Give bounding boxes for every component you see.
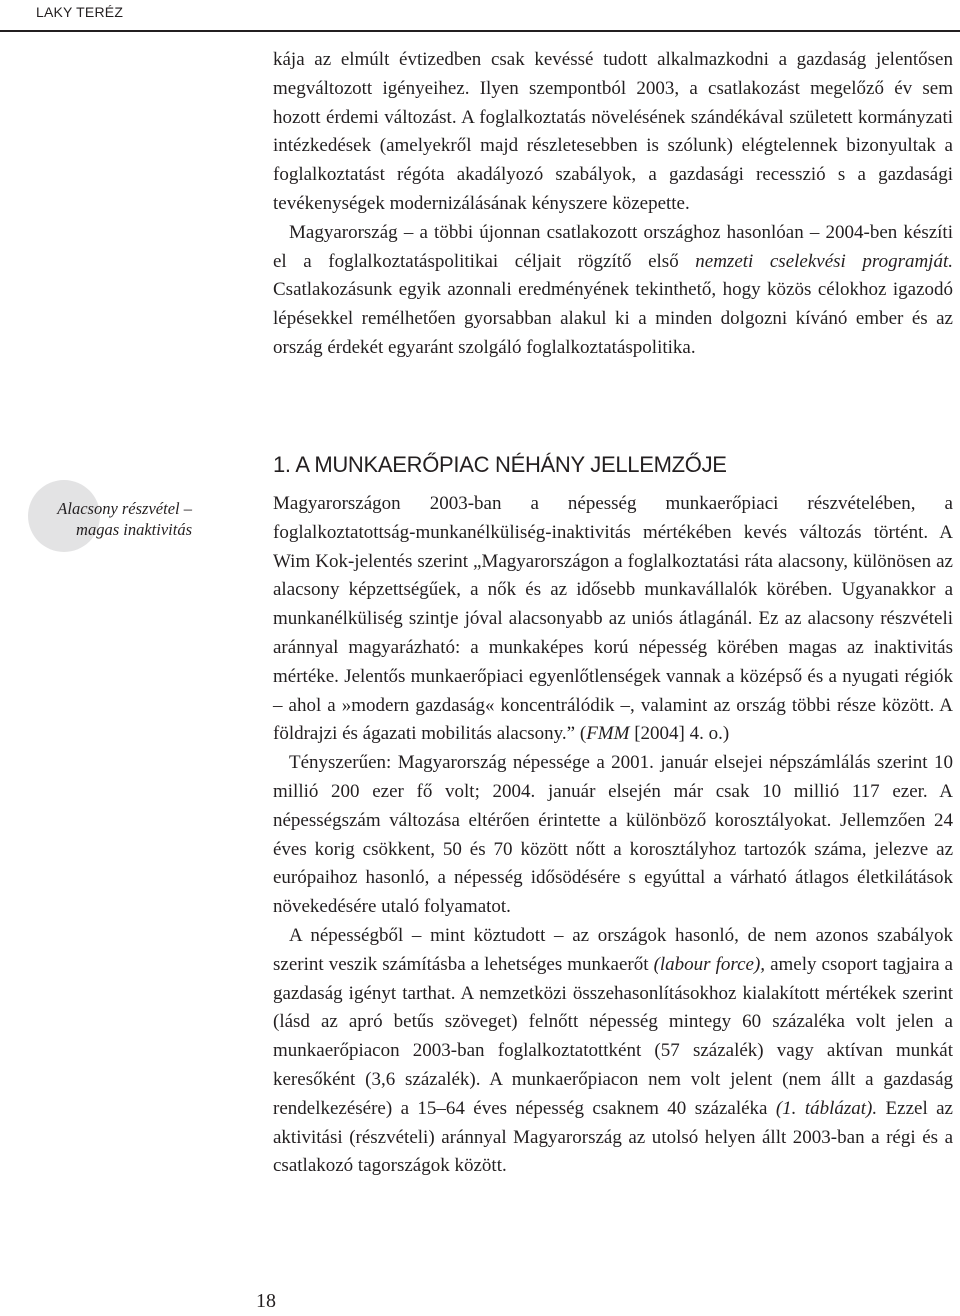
margin-note-text <box>14 498 192 540</box>
paragraph-body-1-part-a: Magyarországon 2003-ban a népesség munkaerőpiaci részvételében, a foglalkoztatottság-munkanélküliség-inaktivitás mértékében kevés változás történt. A Wim Kok-jelentés szerint „Magyarországon a foglalkoztatási ráta alacsony, különösen az alacsony képzettségűek, a nők és az idősebb munkavállalók körében. Ugyanakkor a munkanélküliség szintje jóval alacsonyabb az uniós átlagánál. Ez az alacsony részvételi aránnyal magyarázható: a munkaképes korú népesség körében magas az inaktivitás mértéke. Jelentős munkaerőpiaci egyenlőtlenségek vannak a középső és a nyugati régiók – ahol a »modern gazdaság« koncentrálódik –, valamint az ország többi része között. A földrajzi és ágazati mobilitás alacsony.” ( <box>273 493 953 745</box>
body-column <box>273 490 953 1181</box>
paragraph-body-3-table-ref: (1. táblázat). <box>775 1097 878 1119</box>
margin-note-line-2: magas inaktivitás <box>76 520 192 539</box>
paragraph-body-1 <box>273 490 953 749</box>
paragraph-body-2: Tényszerűen: Magyarország népessége a 2001. január elsejei népszámlálás szerint 10 millió 200 ezer fő volt; 2004. január elsején már csak 10 millió 117 ezer. A népességszám változása eltérően érintette a különböző korosztályokat. Jellemzően 24 éves korig csökkent, 50 és 70 között nőtt a korosztályhoz tartozók száma, jelezve az európaihoz hasonló, a népesség idősödésére s egyúttal a várható átlagos életkilátások növekedésére utaló folyamatot. <box>273 752 953 918</box>
paragraph-intro-1: kája az elmúlt évtizedben csak kevéssé tudott alkalmazkodni a gazdaság jelentősen megváltozott igényeihez. Ilyen szempontból 2003, a csatlakozást megelőző év sem hozott érdemi változást. A foglalkoztatás növelésének szándékával született kormányzati intézkedések (amelyekről majd részletesebben is szólunk) elégtelennek bizonyultak a foglalkoztatást régóta akadályozó szabályok, a gazdasági recesszió s a gazdasági tevékenységek modernizálásának kényszere közepette. <box>273 49 953 214</box>
paragraph-intro-2 <box>273 219 953 363</box>
page-number: 18 <box>256 1290 276 1312</box>
running-header: LAKY TERÉZ <box>36 4 124 20</box>
section-heading: 1. A MUNKAERŐPIAC NÉHÁNY JELLEMZŐJE <box>273 452 727 477</box>
paragraph-body-3-part-a: A népességből – mint köztudott – az országok hasonló, de nem azonos szabályok szerint veszik számításba a lehetséges munkaerőt <box>273 924 953 975</box>
paragraph-body-3-part-b: amely csoport tagjaira a gazdaság igényt tarthat. A nemzetközi összehasonlításokhoz kialakított mértékek szerint (lásd az apró betűs szöveget) felnőtt népesség mintegy 60 százaléka volt jelen a munkaerőpiacon 2003-ban foglalkoztatottként (57 százalék) vagy aktívan munkát keresőként (3,6 százalék). A munkaerőpiacon nem volt jelent (nem állt a gazdaság rendelkezésére) a 15–64 éves népesség csaknem 40 százaléka <box>273 953 953 1119</box>
margin-note-line-1: Alacsony részvétel – <box>57 499 192 518</box>
paragraph-body-3-part-c: Ezzel az aktivitási (részvételi) aránnyal Magyarország az utolsó helyen állt 2003-ban a régi és a csatlakozó tagországok között. <box>273 1097 953 1177</box>
paragraph-intro-2-part-a: Magyarország – a többi újonnan csatlakozott országhoz hasonlóan – 2004-ben készíti el a foglalkoztatáspolitikai céljait rögzítő első <box>273 221 953 272</box>
margin-note <box>14 478 194 558</box>
paragraph-body-1-citation: FMM <box>586 723 630 745</box>
paragraph-body-3-term: (labour force), <box>653 953 766 975</box>
paragraph-intro-2-emphasis: nemzeti cselekvési programját. <box>695 250 953 272</box>
paragraph-intro-2-part-b: Csatlakozásunk egyik azonnali eredményének tekinthető, hogy közös célokhoz igazodó lépésekkel remélhetően gyorsabban alakul ki a minden dolgozni kívánó ember és az ország érdekét egyaránt szolgáló foglalkoztatáspolitika. <box>273 279 953 358</box>
intro-column <box>273 46 953 363</box>
header-rule <box>0 30 960 32</box>
paragraph-body-3 <box>273 922 953 1181</box>
paragraph-body-1-part-b: [2004] 4. o.) <box>629 723 730 745</box>
